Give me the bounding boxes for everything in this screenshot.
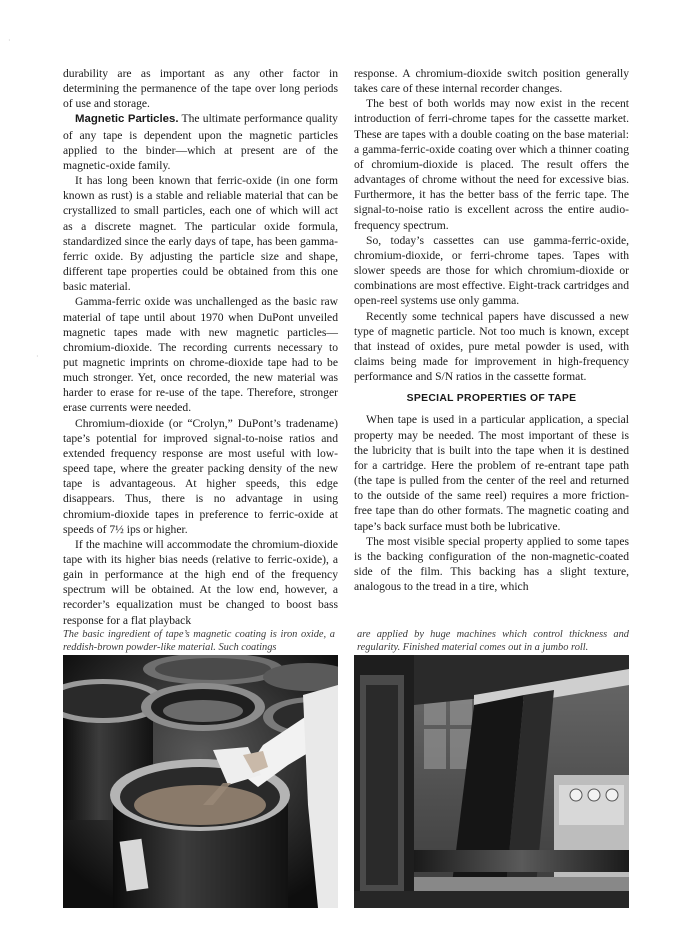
paragraph: If the machine will accommodate the chromium-dioxide tape with its higher bias needs (relative to ferric-oxide), a gain in performance at the high end of the frequency spectrum will be obtained. At the low end, however, a recorder’s equalization must be changed to boost bass response for a flat playback bbox=[63, 537, 338, 627]
right-text-column bbox=[354, 66, 629, 594]
paragraph: The most visible special property applied to some tapes is the backing configuration of the non-magnetic-coated side of the film. This backing has a slight texture, analogous to the tread in a tire, which bbox=[354, 534, 629, 594]
paragraph: Gamma-ferric oxide was unchallenged as the basic raw material of tape until about 1970 when DuPont unveiled magnetic tapes made with new magnetic particles—chromium-dioxide. The recording currents necessary to put magnetic imprints on chrome-dioxide tape had to be much stronger. Yet, once recorded, the new material was harder to erase for re-use of the tape. Therefore, stronger erase currents were needed. bbox=[63, 295, 338, 415]
paragraph bbox=[63, 111, 338, 173]
paragraph: Recently some technical papers have discussed a new type of magnetic particle. Not too much is known, except that instead of oxides, pure metal powder is used, with claims being made for improvement in high-frequency performance and S/N ratios in the cassette format. bbox=[354, 309, 629, 384]
margin-mark: · bbox=[8, 36, 11, 45]
photo-caption-right: are applied by huge machines which control thickness and regularity. Finished material comes out in a jumbo roll. bbox=[357, 629, 629, 653]
paragraph: When tape is used in a particular application, a special property may be needed. The most important of these is the lubricity that is built into the tape when it is destined for a cartridge. Here the problem of re-entrant tape path (the tape is pulled from the center of the reel and returned to the outside of the same reel) requires a more friction-free tape than do other formats. The magnetic coating and tape’s back surface must both be lubricative. bbox=[354, 413, 629, 533]
section-heading: SPECIAL PROPERTIES OF TAPE bbox=[406, 393, 577, 405]
paragraph-body: The ultimate performance quality of any tape is dependent upon the magnetic particles applied to the binder—which at present are of the magnetic-oxide family. bbox=[63, 112, 338, 172]
margin-mark: · bbox=[36, 352, 39, 361]
paragraph: So, today’s cassettes can use gamma-ferric-oxide, chromium-dioxide, or ferri-chrome tapes. Tapes with slower speeds are those for which chromium-dioxide or combinations are most effective. Eight-track cartridges and open-reel systems use only gamma. bbox=[354, 233, 629, 308]
photo-caption-left: The basic ingredient of tape’s magnetic coating is iron oxide, a reddish-brown powder-like material. Such coatings bbox=[63, 629, 335, 653]
paragraph: It has long been known that ferric-oxide (in one form known as rust) is a stable and reliable material that can be crystallized to small particles, each one of which will act as a discrete magnet. The particular oxide formula, standardized since the early days of tape, has been gamma-ferric oxide. By adjusting the particle size and shape, different tape properties could be obtained from this one basic material. bbox=[63, 174, 338, 294]
paragraph: response. A chromium-dioxide switch position generally takes care of these internal recorder changes. bbox=[354, 67, 629, 96]
paragraph: The best of both worlds may now exist in the recent introduction of ferri-chrome tapes for the cassette market. These are tapes with a double coating on the base material: a gamma-ferric-oxide coating over which a thinner coating of chromium-dioxide is placed. The result offers the advantages of chrome without the need for excessive bias. Furthermore, it has the better bass of the ferric tape. The signal-to-noise ratio is excellent across the entire audio-frequency spectrum. bbox=[354, 97, 629, 232]
left-text-column bbox=[63, 66, 338, 628]
coating-machine-illustration bbox=[354, 655, 629, 908]
drums-photo-illustration bbox=[63, 655, 338, 908]
drums-of-iron-oxide-photo bbox=[63, 655, 338, 908]
coating-machine-photo bbox=[354, 655, 629, 908]
paragraph: Chromium-dioxide (or “Crolyn,” DuPont’s tradename) tape’s potential for improved signal-to-noise ratios and extended frequency response are most useful with low-speed tape, where the greater packing density of the new tape is advantageous. At higher speeds, this edge disappears. Thus, there is no advantage in using chromium-dioxide tapes in preference to ferric-oxide at speeds of 7½ ips or higher. bbox=[63, 416, 338, 536]
run-in-heading: Magnetic Particles. bbox=[75, 113, 179, 126]
paragraph: durability are as important as any other factor in determining the permanence of the tape over long periods of use and storage. bbox=[63, 67, 338, 111]
